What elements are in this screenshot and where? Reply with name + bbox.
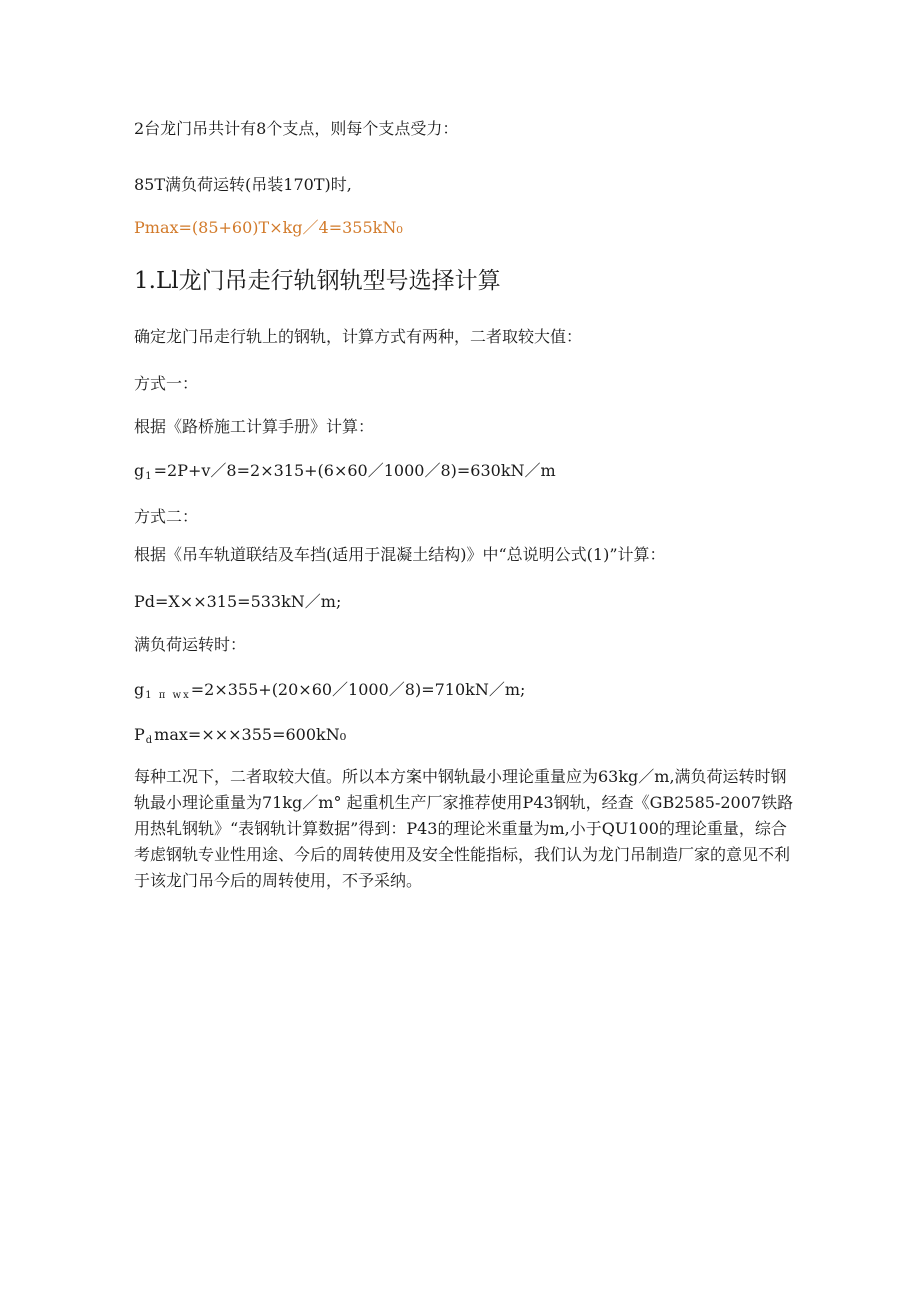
pd-max-symbol: P <box>134 725 145 744</box>
method-two-label: 方式二： <box>134 507 199 526</box>
method-one-reference: 根据《路桥施工计算手册》计算： <box>134 417 375 436</box>
pd-max-subscript: d <box>145 735 155 746</box>
g1-expression: =2P+v／8=2×315+(6×60／1000／8)=630kN／m <box>153 461 556 480</box>
conclusion-paragraph: 每种工况下，二者取较大值。所以本方案中钢轨最小理论重量应为63kg／m,满负荷运转时钢轨最小理论重量为71kg／m° 起重机生产厂家推荐使用P43钢轨，经查《GB2585-2007铁路用热轧钢轨》“表钢轨计算数据”得到：P43的理论米重量为m,小于QU100的理论重量，综合考虑钢轨专业性用途、今后的周转使用及安全性能指标，我们认为龙门吊制造厂家的意见不利于该龙门吊今后的周转使用，不予采纳。 <box>134 767 794 890</box>
g1-full-subscript: 1 π wx <box>145 690 191 701</box>
g1-full-expression: =2×355+(20×60／1000／8)=710kN／m; <box>190 680 526 699</box>
pd-formula: Pd=X××315=533kN／m; <box>134 592 342 611</box>
g1-full-load-formula <box>134 680 525 706</box>
section-heading: 1.Ll龙门吊走行轨钢轨型号选择计算 <box>134 268 501 294</box>
pd-max-expression: max=×××355=600kN₀ <box>154 725 347 744</box>
pmax-formula: Pmax=(85+60)T×kg／4=355kN₀ <box>134 218 403 237</box>
support-force-intro: 2台龙门吊共计有8个支点，则每个支点受力： <box>134 119 459 138</box>
pd-max-formula <box>134 725 346 751</box>
g1-symbol: g <box>134 461 145 480</box>
g1-full-symbol: g <box>134 680 145 699</box>
full-load-label: 满负荷运转时： <box>134 635 247 654</box>
g1-formula <box>134 461 556 487</box>
full-load-condition: 85T满负荷运转(吊装170T)时, <box>134 175 352 194</box>
method-intro: 确定龙门吊走行轨上的钢轨，计算方式有两种，二者取较大值： <box>134 327 583 346</box>
method-one-label: 方式一： <box>134 374 199 393</box>
method-two-reference: 根据《吊车轨道联结及车挡(适用于混凝土结构)》中“总说明公式(1)”计算： <box>134 545 666 564</box>
g1-subscript: 1 <box>145 471 154 482</box>
